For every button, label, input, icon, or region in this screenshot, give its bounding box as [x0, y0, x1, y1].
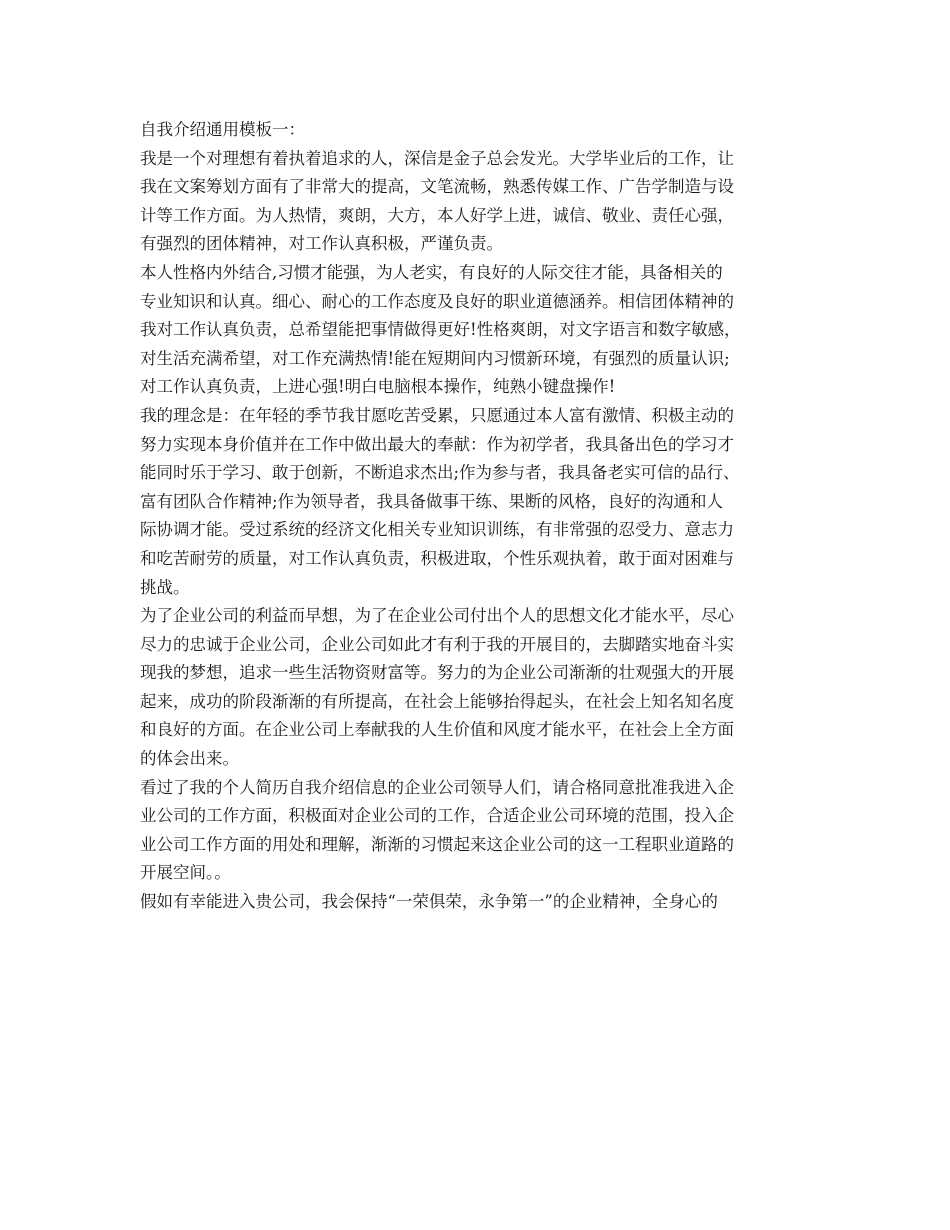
text-line: 我在文案筹划方面有了非常大的提高，文笔流畅，熟悉传媒工作、广告学制造与设 — [140, 177, 734, 197]
text-line: 计等工作方面。为人热情，爽朗，大方，本人好学上进，诚信、敬业、责任心强， — [140, 205, 734, 225]
text-line: 业公司工作方面的用处和理解，渐渐的习惯起来这企业公司的这一工程职业道路的 — [140, 834, 734, 854]
text-line: 能同时乐于学习、敢于创新，不断追求杰出;作为参与者，我具备老实可信的品行、 — [140, 463, 740, 483]
text-line: 看过了我的个人简历自我介绍信息的企业公司领导人们，请合格同意批准我进入企 — [140, 777, 734, 797]
document-body — [140, 116, 820, 917]
text-line: 对工作认真负责，上进心强!明白电脑根本操作，纯熟小键盘操作! — [140, 377, 616, 397]
text-line: 本人性格内外结合,习惯才能强，为人老实，有良好的人际交往才能，具备相关的 — [140, 262, 723, 282]
text-line: 有强烈的团体精神，对工作认真积极，严谨负责。 — [140, 234, 503, 254]
text-line: 业公司的工作方面，积极面对企业公司的工作，合适企业公司环境的范围，投入企 — [140, 806, 734, 826]
text-line: 为了企业公司的利益而早想，为了在企业公司付出个人的思想文化才能水平，尽心 — [140, 606, 734, 626]
text-line: 我对工作认真负责，总希望能把事情做得更好!性格爽朗，对文字语言和数字敏感， — [140, 320, 741, 340]
text-line: 现我的梦想，追求一些生活物资财富等。努力的为企业公司渐渐的壮观强大的开展 — [140, 663, 734, 683]
text-line: 我是一个对理想有着执着追求的人，深信是金子总会发光。大学毕业后的工作，让 — [140, 148, 734, 168]
text-line: 对生活充满希望，对工作充满热情!能在短期间内习惯新环境，有强烈的质量认识; — [140, 348, 730, 368]
text-line: 尽力的忠诚于企业公司，企业公司如此才有利于我的开展目的，去脚踏实地奋斗实 — [140, 634, 734, 654]
text-line: 假如有幸能进入贵公司，我会保持“一荣俱荣，永争第一”的企业精神，全身心的 — [140, 892, 718, 912]
text-line: 开展空间。。 — [140, 863, 231, 883]
text-line: 专业知识和认真。细心、耐心的工作态度及良好的职业道德涵养。相信团体精神的 — [140, 291, 734, 311]
text-line: 努力实现本身价值并在工作中做出最大的奉献：作为初学者，我具备出色的学习才 — [140, 434, 734, 454]
text-line: 和吃苦耐劳的质量，对工作认真负责，积极进取，个性乐观执着，敢于面对困难与 — [140, 548, 734, 568]
text-line: 的体会出来。 — [140, 749, 239, 769]
text-line: 起来，成功的阶段渐渐的有所提高，在社会上能够抬得起头，在社会上知名知名度 — [140, 691, 734, 711]
text-line: 富有团队合作精神;作为领导者，我具备做事干练、果断的风格，良好的沟通和人 — [140, 491, 724, 511]
text-line: 挑战。 — [140, 577, 190, 597]
text-line: 和良好的方面。在企业公司上奉献我的人生价值和风度才能水平，在社会上全方面 — [140, 720, 734, 740]
text-line: 际协调才能。受过系统的经济文化相关专业知识训练，有非常强的忍受力、意志力 — [140, 520, 734, 540]
heading-line: 自我介绍通用模板一： — [140, 120, 305, 139]
text-line: 我的理念是：在年轻的季节我甘愿吃苦受累，只愿通过本人富有激情、积极主动的 — [140, 405, 734, 425]
